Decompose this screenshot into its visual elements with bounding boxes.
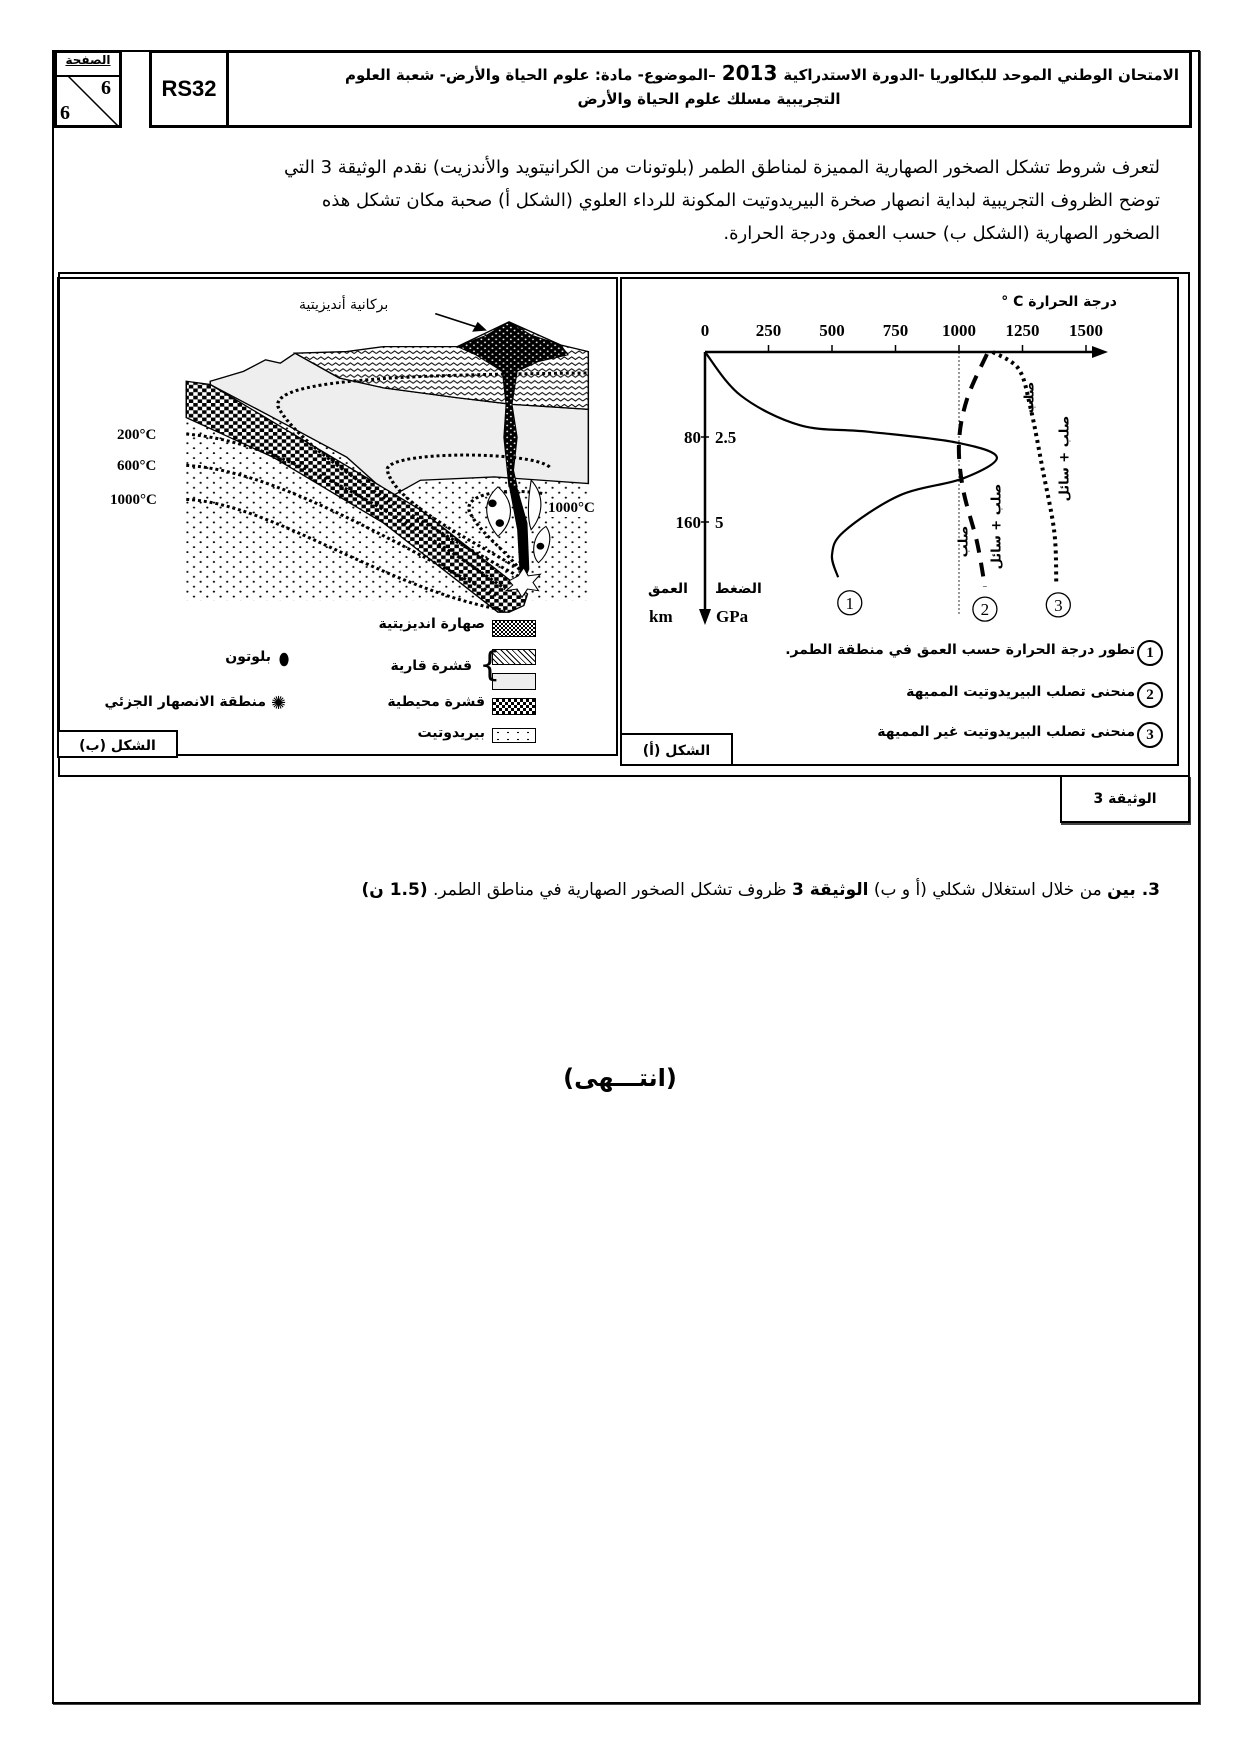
isotherm-200-label: 200°C <box>117 427 157 443</box>
legend-brace: { <box>479 645 501 685</box>
question-text-2: ظروف تشكل الصخور الصهارية في مناطق الطمر. <box>433 880 787 900</box>
isotherm-1000-label: 1000°C <box>110 492 157 508</box>
page-number-box <box>54 50 122 128</box>
legend-magma-label: صهارة انديزيتية <box>378 616 485 632</box>
intro-line-2: توضح الظروف التجريبية لبداية انصهار صخرة البيريدوتيت المكونة للرداء العلوي (الشكل أ) صحبة مكان تشكل هذه <box>321 190 1160 211</box>
intro-line-1: لتعرف شروط تشكل الصخور الصهارية المميزة لمناطق الطمر (بلوتونات من الكرانيتويد والأندزيت) نقدم الوثيقة 3 التي <box>283 157 1160 178</box>
legend-text-3: منحنى تصلب البيريدوتيت غير المميهة <box>877 724 1135 740</box>
question-text-1: من خلال استغلال شكلي (أ و ب) <box>873 880 1102 900</box>
figure-b-panel <box>57 277 618 756</box>
question-document-ref: الوثيقة 3 <box>791 880 869 900</box>
legend-magma-swatch <box>492 620 536 637</box>
legend-text-2: منحنى تصلب البيريدوتيت المميهة <box>906 684 1135 700</box>
x-tick-label: 1000 <box>942 321 976 340</box>
exam-code: RS32 <box>149 50 229 128</box>
x-tick-label: 750 <box>882 321 909 340</box>
region-label-solid-liquid-right: صلب + سائل <box>1057 415 1073 502</box>
depth-tick-label: 160 <box>675 513 701 532</box>
legend-continental-crust-label: قشرة قارية <box>390 658 472 674</box>
region-label-solid-bottom: صلب <box>956 525 972 558</box>
pressure-axis-label: الضغط <box>715 581 762 597</box>
x-tick-label: 500 <box>819 321 845 340</box>
x-tick-label: 0 <box>700 321 710 340</box>
curve-label-1: 1 <box>845 593 855 613</box>
depth-unit: km <box>649 607 673 626</box>
figure-a-tag: الشكل (أ) <box>620 733 733 766</box>
legend-text-1: تطور درجة الحرارة حسب العمق في منطقة الطمر. <box>785 642 1135 658</box>
x-tick-label: 1500 <box>1069 321 1103 340</box>
figure-b-tag: الشكل (ب) <box>57 730 178 758</box>
exam-year: 2013 <box>721 61 778 85</box>
depth-tick-label: 80 <box>684 428 701 447</box>
legend-num-2: 2 <box>1137 682 1163 708</box>
legend-pluton-label: بلوتون <box>225 649 271 665</box>
curve-1 <box>705 352 997 577</box>
legend-peridotite-label: بيريدوتيت <box>417 725 485 741</box>
page-total: 6 <box>60 102 70 124</box>
question-number: 3. بين <box>1107 880 1160 900</box>
legend-oceanic-crust-label: قشرة محيطية <box>387 694 485 710</box>
region-label-solid-liquid-left: صلب + سائل <box>989 483 1005 570</box>
legend-oceanic-swatch <box>492 698 536 715</box>
title-part1: الامتحان الوطني الموحد للبكالوريا -الدورة الاستدراكية <box>783 66 1179 84</box>
x-tick-label: 1250 <box>1005 321 1040 340</box>
region-label-solid-top: صلب <box>1022 381 1038 414</box>
legend-partial-melting-label: منطقة الانصهار الجزئي <box>104 694 266 710</box>
pressure-tick-label: 5 <box>715 513 724 532</box>
pressure-tick-label: 2.5 <box>715 428 737 447</box>
pluton-icon: ⬮ <box>279 650 290 669</box>
chart-title: درجة الحرارة C ° <box>1001 294 1117 310</box>
curve-label-2: 2 <box>980 600 990 620</box>
legend-num-1: 1 <box>1137 640 1163 666</box>
legend-num-3: 3 <box>1137 722 1163 748</box>
end-marker: (انتـــهى) <box>563 1064 677 1092</box>
question-3 <box>110 880 1160 900</box>
legend-peridotite-swatch <box>492 728 536 743</box>
x-axis-arrow <box>1092 346 1108 358</box>
title-line2: التجريبية مسلك علوم الحياة والأرض <box>577 90 841 108</box>
curve-label-3: 3 <box>1054 595 1063 615</box>
volcano-label: بركانية أنديزيتية <box>299 297 389 313</box>
x-tick-label: 250 <box>755 321 782 340</box>
pressure-unit: GPa <box>716 607 749 626</box>
document-label: الوثيقة 3 <box>1060 775 1190 823</box>
page-label: الصفحة <box>57 53 119 77</box>
isotherm-1000-right-label: 1000°C <box>548 500 595 516</box>
figure-a-panel <box>620 277 1179 766</box>
depth-axis-label: العمق <box>648 581 688 597</box>
exam-title <box>226 50 1192 128</box>
title-part2: –الموضوع- مادة: علوم الحياة والأرض- شعبة العلوم <box>344 66 716 84</box>
question-points: (1.5 ن) <box>361 880 428 900</box>
intro-line-3: الصخور الصهارية (الشكل ب) حسب العمق ودرجة الحرارة. <box>723 223 1160 244</box>
page-current: 6 <box>101 77 111 99</box>
y-axis-arrow <box>699 609 711 625</box>
isotherm-600-label: 600°C <box>117 458 157 474</box>
melting-star-icon: ✺ <box>271 693 287 714</box>
